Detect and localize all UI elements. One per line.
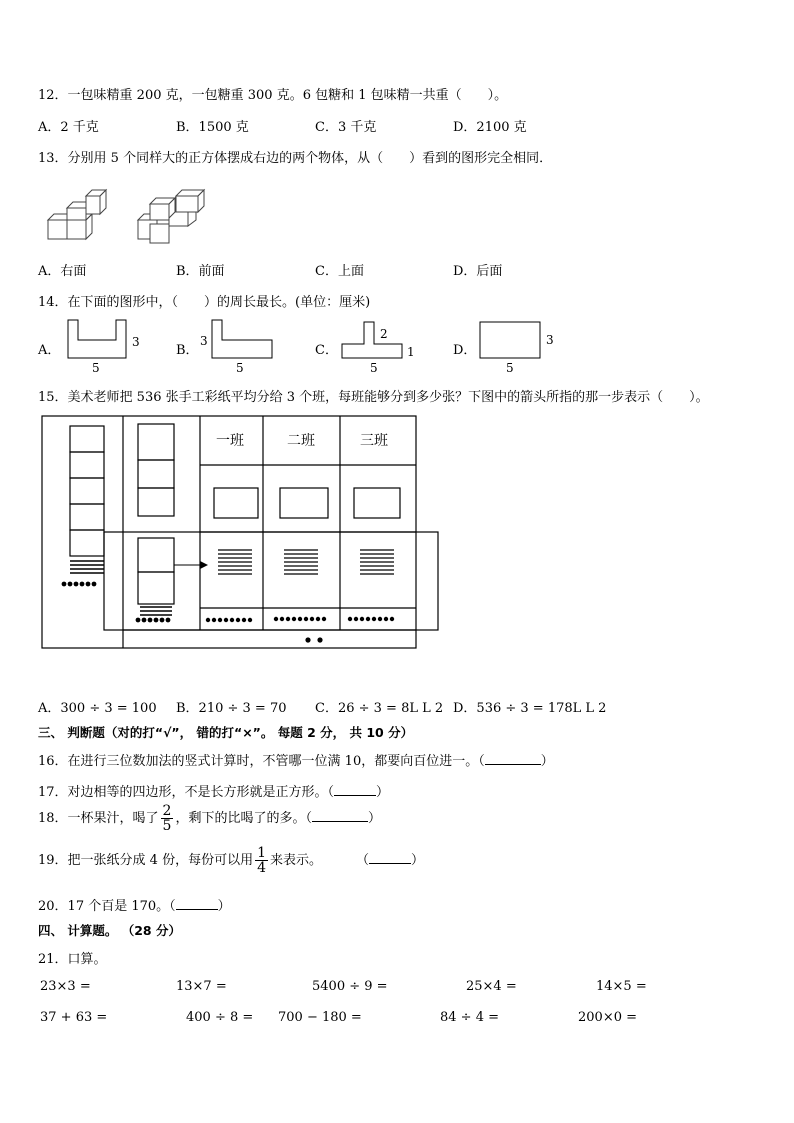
shape-c-width: 5 <box>370 361 378 375</box>
q18-answer-blank[interactable] <box>312 809 368 822</box>
section-3-heading: 三、 判断题（对的打“√”， 错的打“×”。 每题 2 分， 共 10 分） <box>38 725 414 740</box>
q19-numerator: 1 <box>257 845 266 861</box>
q17-text: 17．对边相等的四边形，不是长方形就是正方形。（ <box>38 785 335 800</box>
shape-a-width: 5 <box>92 361 100 375</box>
question-17 <box>38 781 389 800</box>
q14-option-d[interactable]: D． <box>453 343 477 358</box>
question-19 <box>38 846 424 875</box>
q18-close: ） <box>367 811 381 826</box>
q13-option-a[interactable]: A．右面 <box>38 264 87 279</box>
calc-row1-1[interactable]: 23×3 = <box>40 979 91 994</box>
q19-fraction <box>255 846 268 875</box>
shape-c-height: 1 <box>407 345 415 359</box>
q20-close: ） <box>217 899 231 914</box>
q12-option-d[interactable]: D．2100 克 <box>453 120 527 135</box>
cube-figure-2 <box>138 190 204 243</box>
q13-option-b[interactable]: B．前面 <box>176 264 225 279</box>
shape-d-width: 5 <box>506 361 514 375</box>
question-12: 12．一包味精重 200 克，一包糖重 300 克。6 包糖和 1 包味精一共重（ ）。 <box>38 88 508 103</box>
q16-close: ） <box>540 754 554 769</box>
q19-open: （ <box>356 853 370 868</box>
shape-a-height: 3 <box>132 335 140 349</box>
q19-answer-blank[interactable] <box>369 851 411 864</box>
q18-post: ，剩下的比喝了的多。（ <box>175 811 312 826</box>
calc-row2-5[interactable]: 200×0 = <box>578 1010 638 1025</box>
calc-row1-5[interactable]: 14×5 = <box>596 979 647 994</box>
question-14: 14．在下面的图形中，（ ）的周长最长。(单位：厘米) <box>38 295 371 310</box>
q14-option-c[interactable]: C． <box>315 343 338 358</box>
q13-option-d[interactable]: D．后面 <box>453 264 503 279</box>
shape-d-height: 3 <box>546 333 554 347</box>
q12-option-b[interactable]: B．1500 克 <box>176 120 249 135</box>
section-4-heading: 四、 计算题。 （28 分） <box>38 923 181 938</box>
shape-b-height: 3 <box>200 334 208 348</box>
q15-option-c[interactable]: C．26 ÷ 3 = 8L L 2 <box>315 701 444 716</box>
q15-option-b[interactable]: B．210 ÷ 3 = 70 <box>176 701 287 716</box>
calc-row2-3[interactable]: 700 − 180 = <box>278 1010 362 1025</box>
calc-row2-2[interactable]: 400 ÷ 8 = <box>186 1010 254 1025</box>
q14-option-b[interactable]: B． <box>176 343 199 358</box>
question-15: 15．美术老师把 536 张手工彩纸平均分给 3 个班，每班能够分到多少张？下图中的箭头所指的那一步表示（ ）。 <box>38 390 709 405</box>
q12-option-a[interactable]: A．2 千克 <box>38 120 99 135</box>
calc-row1-3[interactable]: 5400 ÷ 9 = <box>312 979 388 994</box>
class-tens <box>218 550 394 574</box>
perimeter-shapes <box>60 316 580 376</box>
class-header-3: 三班 <box>360 433 388 449</box>
question-13: 13．分别用 5 个同样大的正方体摆成右边的两个物体，从（ ）看到的图形完全相同． <box>38 151 553 166</box>
q18-numerator: 2 <box>162 803 172 819</box>
question-21-label: 21．口算。 <box>38 952 107 967</box>
division-diagram <box>40 414 444 654</box>
q19-post: 来表示。 <box>270 853 323 868</box>
shape-c-top: 2 <box>380 327 388 341</box>
class-header-2: 二班 <box>287 433 315 449</box>
q18-pre: 18．一杯果汁，喝了 <box>38 811 159 826</box>
shape-d <box>480 322 540 358</box>
shape-b-width: 5 <box>236 361 244 375</box>
question-18 <box>38 804 381 833</box>
cube-figure-1 <box>48 190 106 239</box>
question-16 <box>38 750 554 769</box>
q16-answer-blank[interactable] <box>485 752 541 765</box>
calc-row1-2[interactable]: 13×7 = <box>176 979 227 994</box>
q20-answer-blank[interactable] <box>176 897 218 910</box>
q20-text: 20．17 个百是 170。（ <box>38 899 176 914</box>
q16-text: 16．在进行三位数加法的竖式计算时，不管哪一位满 10，都要向百位进一。（ <box>38 754 485 769</box>
q15-option-a[interactable]: A．300 ÷ 3 = 100 <box>38 701 157 716</box>
q17-close: ） <box>376 785 390 800</box>
class-header-1: 一班 <box>216 433 244 449</box>
q15-option-d[interactable]: D．536 ÷ 3 = 178L L 2 <box>453 701 607 716</box>
q19-denominator: 4 <box>257 860 266 876</box>
cube-figures <box>40 180 220 248</box>
shape-b <box>212 320 272 358</box>
question-20 <box>38 895 231 914</box>
q19-pre: 19．把一张纸分成 4 份，每份可以用 <box>38 853 254 868</box>
q14-option-a[interactable]: A． <box>38 343 61 358</box>
q18-fraction <box>161 804 174 833</box>
q17-answer-blank[interactable] <box>334 783 376 796</box>
calc-row2-4[interactable]: 84 ÷ 4 = <box>440 1010 499 1025</box>
q18-denominator: 5 <box>162 818 172 834</box>
q12-option-c[interactable]: C．3 千克 <box>315 120 377 135</box>
shape-a <box>68 320 126 358</box>
q19-close: ） <box>411 853 425 868</box>
calc-row1-4[interactable]: 25×4 = <box>466 979 517 994</box>
calc-row2-1[interactable]: 37 + 63 = <box>40 1010 108 1025</box>
q13-option-c[interactable]: C．上面 <box>315 264 364 279</box>
shape-c <box>342 322 402 358</box>
